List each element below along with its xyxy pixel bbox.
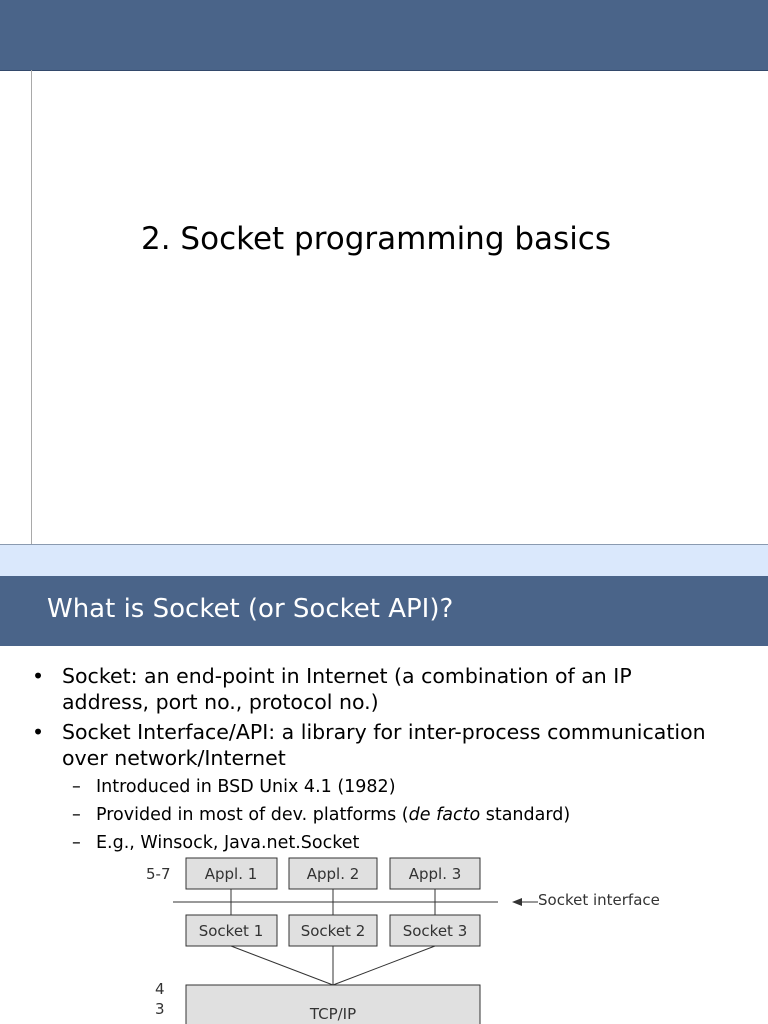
slide2-title: What is Socket (or Socket API)? [47,594,454,624]
bullet-dot-icon: • [32,720,45,744]
layer-label-4: 4 [155,980,165,998]
socket-label-3: Socket 3 [402,922,468,940]
slide1-header-bar [0,0,768,71]
dash-icon: – [72,805,81,825]
subbullet-text-pre: Provided in most of dev. platforms ( [96,805,409,825]
socket-stack-link-3 [333,946,435,985]
arrow-left-icon [512,898,522,906]
slide1-left-rule [31,70,32,544]
bullet-text-line: Socket: an end-point in Internet (a combination of an IP [62,664,632,688]
subbullet-text-post: standard) [480,805,571,825]
tcpip-label: TCP/IP [309,1005,357,1023]
bullet-text-line: Socket Interface/API: a library for inter-process communication [62,720,706,744]
socket-stack-link-1 [231,946,333,985]
subbullet-text [96,804,570,826]
dash-icon: – [72,833,81,853]
socket-interface-label: Socket interface [538,891,660,909]
subbullet-text-emphasis: de facto [408,805,481,825]
app-label-3: Appl. 3 [408,865,462,883]
socket-label-2: Socket 2 [300,922,366,940]
bullet-dot-icon: • [32,664,45,688]
slide-divider-band [0,544,768,577]
layer-label-3: 3 [155,1000,165,1018]
bullet-text-line: over network/Internet [62,746,286,770]
subbullet-text: Introduced in BSD Unix 4.1 (1982) [96,777,396,797]
layer-label-5-7: 5-7 [146,865,171,883]
socket-label-1: Socket 1 [198,922,264,940]
bullet-text-line: address, port no., protocol no.) [62,690,379,714]
socket-diagram [0,850,768,1024]
app-label-1: Appl. 1 [204,865,258,883]
subbullet-text: E.g., Winsock, Java.net.Socket [96,833,360,853]
app-label-2: Appl. 2 [306,865,360,883]
dash-icon: – [72,777,81,797]
slide1-title: 2. Socket programming basics [141,221,611,257]
